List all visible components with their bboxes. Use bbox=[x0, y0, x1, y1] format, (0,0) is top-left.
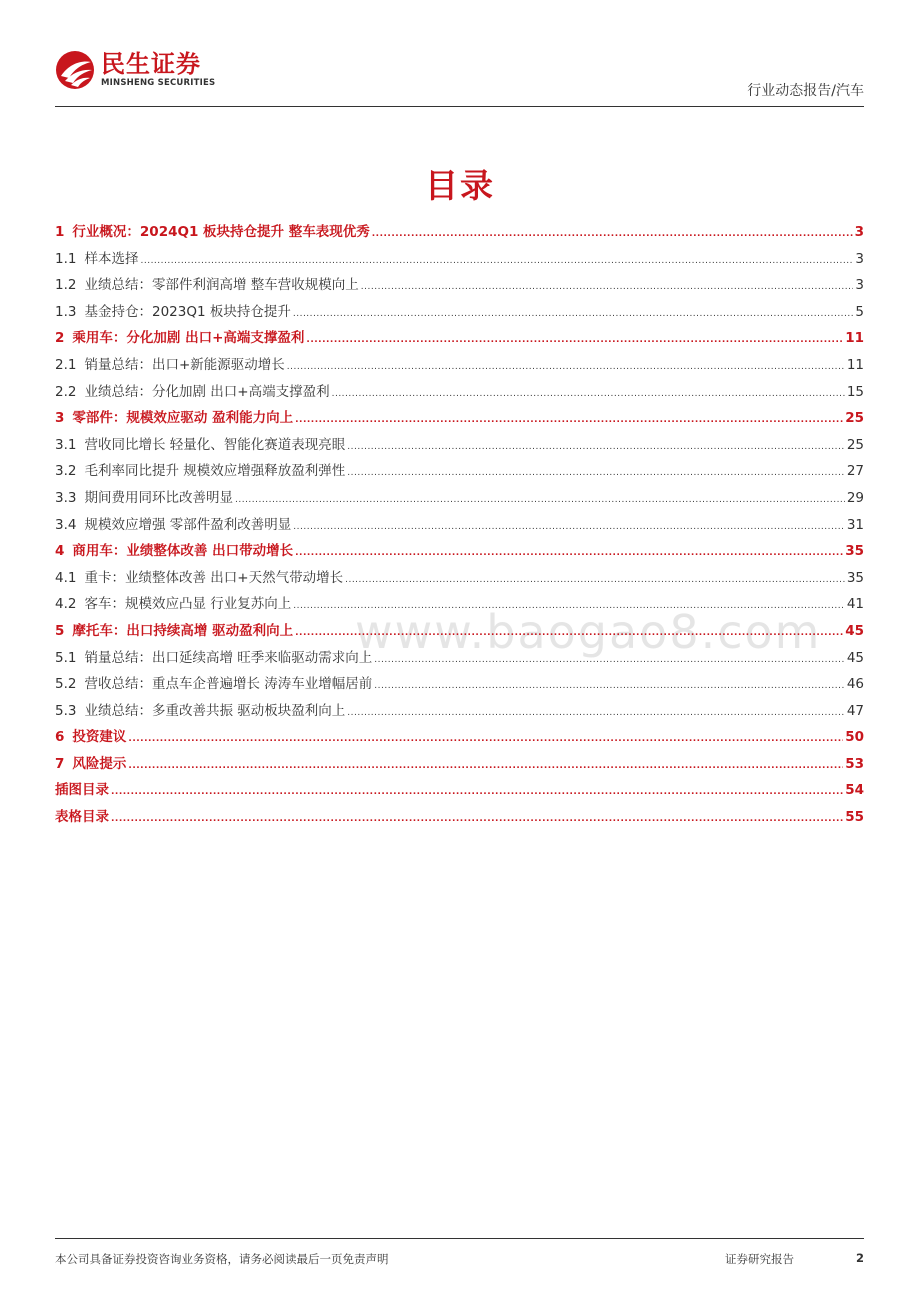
toc-entry-number: 3.1 bbox=[55, 436, 77, 453]
toc-entry-title: 摩托车：出口持续高增 驱动盈利向上 bbox=[72, 622, 294, 639]
toc-entry-number: 3.3 bbox=[55, 489, 77, 506]
logo-english-name: MINSHENG SECURITIES bbox=[101, 78, 216, 89]
toc-entry[interactable] bbox=[55, 513, 864, 540]
toc-entry-title: 商用车：业绩整体改善 出口带动增长 bbox=[72, 543, 294, 560]
toc-entry-page: 3 bbox=[854, 224, 864, 240]
toc-leader-dots bbox=[372, 229, 853, 239]
toc-entry-number: 5.1 bbox=[55, 649, 77, 666]
toc-entry-number: 2.2 bbox=[55, 383, 77, 400]
toc-leader-dots bbox=[347, 708, 845, 718]
toc-entry[interactable] bbox=[55, 406, 864, 433]
toc-entry-page: 27 bbox=[846, 463, 864, 480]
toc-entry-page: 5 bbox=[855, 303, 864, 320]
toc-entry[interactable] bbox=[55, 805, 864, 832]
toc-leader-dots bbox=[293, 309, 854, 319]
toc-entry-number: 5.2 bbox=[55, 676, 77, 693]
toc-entry-title: 风险提示 bbox=[72, 755, 127, 772]
toc-entry-page: 25 bbox=[846, 436, 864, 453]
toc-entry-title: 样本选择 bbox=[84, 250, 139, 267]
toc-entry[interactable] bbox=[55, 619, 864, 646]
report-type: 行业动态报告/汽车 bbox=[747, 83, 864, 99]
toc-entry-page: 11 bbox=[846, 356, 864, 373]
toc-entry-page: 46 bbox=[846, 676, 864, 693]
toc-leader-dots bbox=[295, 628, 843, 638]
toc-entry[interactable] bbox=[55, 353, 864, 380]
toc-leader-dots bbox=[295, 548, 843, 558]
toc-entry[interactable] bbox=[55, 486, 864, 513]
toc-leader-dots bbox=[293, 601, 845, 611]
toc-entry[interactable] bbox=[55, 326, 864, 353]
toc-entry-page: 53 bbox=[845, 755, 864, 772]
toc-title: 目录 bbox=[425, 166, 495, 205]
toc-entry-number: 2 bbox=[55, 330, 65, 347]
toc-entry-page: 55 bbox=[845, 809, 864, 826]
toc-entry-page: 35 bbox=[845, 543, 864, 560]
toc-entry-number: 1.2 bbox=[55, 277, 77, 294]
toc-leader-dots bbox=[293, 522, 845, 532]
toc-entry[interactable] bbox=[55, 380, 864, 407]
toc-entry-number: 7 bbox=[55, 755, 65, 772]
toc-entry[interactable] bbox=[55, 672, 864, 699]
toc-entry-number: 2.1 bbox=[55, 356, 77, 373]
toc-entry[interactable] bbox=[55, 220, 864, 247]
toc-entry-title: 插图目录 bbox=[55, 782, 109, 799]
toc-entry-page: 45 bbox=[846, 649, 864, 666]
footer-disclaimer: 本公司具备证券投资咨询业务资格，请务必阅读最后一页免责声明 bbox=[55, 1252, 389, 1266]
toc-entry-page: 41 bbox=[846, 596, 864, 613]
toc-leader-dots bbox=[140, 256, 853, 266]
toc-entry-page: 54 bbox=[845, 782, 864, 799]
watermark: www.baogao8.com bbox=[355, 605, 822, 659]
toc-entry-page: 3 bbox=[855, 277, 864, 294]
toc-leader-dots bbox=[306, 335, 843, 345]
toc-entry-title: 基金持仓：2023Q1 板块持仓提升 bbox=[84, 303, 291, 320]
toc-entry-title: 行业概况：2024Q1 板块持仓提升 整车表现优秀 bbox=[72, 224, 370, 240]
toc-entry-number: 6 bbox=[55, 729, 65, 746]
company-logo bbox=[55, 50, 215, 90]
toc-entry-title: 销量总结：出口延续高增 旺季来临驱动需求向上 bbox=[84, 649, 373, 666]
toc-entry-number: 3.2 bbox=[55, 463, 77, 480]
toc-entry[interactable] bbox=[55, 725, 864, 752]
toc-entry[interactable] bbox=[55, 459, 864, 486]
toc-leader-dots bbox=[374, 655, 845, 665]
toc-entry-title: 期间费用同环比改善明显 bbox=[84, 489, 233, 506]
logo-chinese-name: 民生证券 bbox=[101, 50, 201, 79]
toc-entry-page: 25 bbox=[845, 410, 864, 427]
toc-leader-dots bbox=[345, 575, 845, 585]
toc-leader-dots bbox=[374, 681, 845, 691]
toc-entry-number: 4 bbox=[55, 543, 65, 560]
toc-entry-number: 1.1 bbox=[55, 250, 77, 267]
toc-entry-number: 4.2 bbox=[55, 596, 77, 613]
toc-entry-number: 1 bbox=[55, 224, 65, 240]
toc-entry[interactable] bbox=[55, 646, 864, 673]
toc-entry-number: 5 bbox=[55, 622, 65, 639]
toc-entry-number: 5.3 bbox=[55, 702, 77, 719]
toc-entry-number: 3 bbox=[55, 410, 65, 427]
page-footer bbox=[55, 1238, 864, 1269]
toc-entry-title: 重卡：业绩整体改善 出口+天然气带动增长 bbox=[84, 569, 344, 586]
toc-entry-page: 31 bbox=[846, 516, 864, 533]
toc-entry-title: 销量总结：出口+新能源驱动增长 bbox=[84, 356, 285, 373]
toc-entry-title: 零部件：规模效应驱动 盈利能力向上 bbox=[72, 410, 294, 427]
toc-entry[interactable] bbox=[55, 433, 864, 460]
toc-leader-dots bbox=[361, 282, 854, 292]
toc-entry-number: 4.1 bbox=[55, 569, 77, 586]
toc-leader-dots bbox=[111, 814, 843, 824]
toc-entry[interactable] bbox=[55, 699, 864, 726]
toc-entry[interactable] bbox=[55, 778, 864, 805]
toc-leader-dots bbox=[332, 389, 845, 399]
toc-leader-dots bbox=[295, 415, 843, 425]
toc-entry-page: 11 bbox=[845, 330, 864, 347]
toc-leader-dots bbox=[128, 761, 843, 771]
toc-entry-title: 业绩总结：多重改善共振 驱动板块盈利向上 bbox=[84, 702, 346, 719]
footer-page-number: 2 bbox=[855, 1251, 864, 1265]
toc-entry-page: 3 bbox=[855, 250, 864, 267]
toc-entry-title: 乘用车：分化加剧 出口+高端支撑盈利 bbox=[72, 330, 305, 347]
toc-entry-page: 29 bbox=[846, 489, 864, 506]
toc-entry-page: 47 bbox=[846, 702, 864, 719]
toc-entry[interactable] bbox=[55, 752, 864, 779]
footer-doc-type: 证券研究报告 bbox=[725, 1252, 794, 1266]
toc-leader-dots bbox=[235, 495, 845, 505]
toc-leader-dots bbox=[347, 468, 845, 478]
toc-entry-title: 客车：规模效应凸显 行业复苏向上 bbox=[84, 596, 292, 613]
toc-leader-dots bbox=[287, 362, 845, 372]
page-header bbox=[55, 48, 864, 107]
toc-entry[interactable] bbox=[55, 566, 864, 593]
toc-entry-number: 1.3 bbox=[55, 303, 77, 320]
toc-entry-title: 营收同比增长 轻量化、智能化赛道表现亮眼 bbox=[84, 436, 346, 453]
toc-leader-dots bbox=[347, 442, 845, 452]
toc-entry[interactable] bbox=[55, 592, 864, 619]
toc-entry-page: 45 bbox=[845, 622, 864, 639]
toc-entry-title: 毛利率同比提升 规模效应增强释放盈利弹性 bbox=[84, 463, 346, 480]
toc-leader-dots bbox=[111, 787, 843, 797]
minsheng-logo-icon bbox=[55, 50, 95, 90]
toc-entry-number: 3.4 bbox=[55, 516, 77, 533]
toc-entry-title: 营收总结：重点车企普遍增长 涛涛车业增幅居前 bbox=[84, 676, 373, 693]
toc-leader-dots bbox=[128, 734, 843, 744]
toc-entry-title: 表格目录 bbox=[55, 809, 109, 826]
toc-entry-title: 投资建议 bbox=[72, 729, 127, 746]
toc-entry-title: 业绩总结：零部件利润高增 整车营收规模向上 bbox=[84, 277, 359, 294]
table-of-contents bbox=[55, 220, 864, 832]
toc-entry[interactable] bbox=[55, 273, 864, 300]
toc-entry-page: 15 bbox=[846, 383, 864, 400]
toc-entry-title: 业绩总结：分化加剧 出口+高端支撑盈利 bbox=[84, 383, 330, 400]
toc-entry-page: 50 bbox=[845, 729, 864, 746]
toc-entry-page: 35 bbox=[846, 569, 864, 586]
toc-entry[interactable] bbox=[55, 300, 864, 327]
toc-entry[interactable] bbox=[55, 247, 864, 274]
toc-entry[interactable] bbox=[55, 539, 864, 566]
toc-entry-title: 规模效应增强 零部件盈利改善明显 bbox=[84, 516, 292, 533]
